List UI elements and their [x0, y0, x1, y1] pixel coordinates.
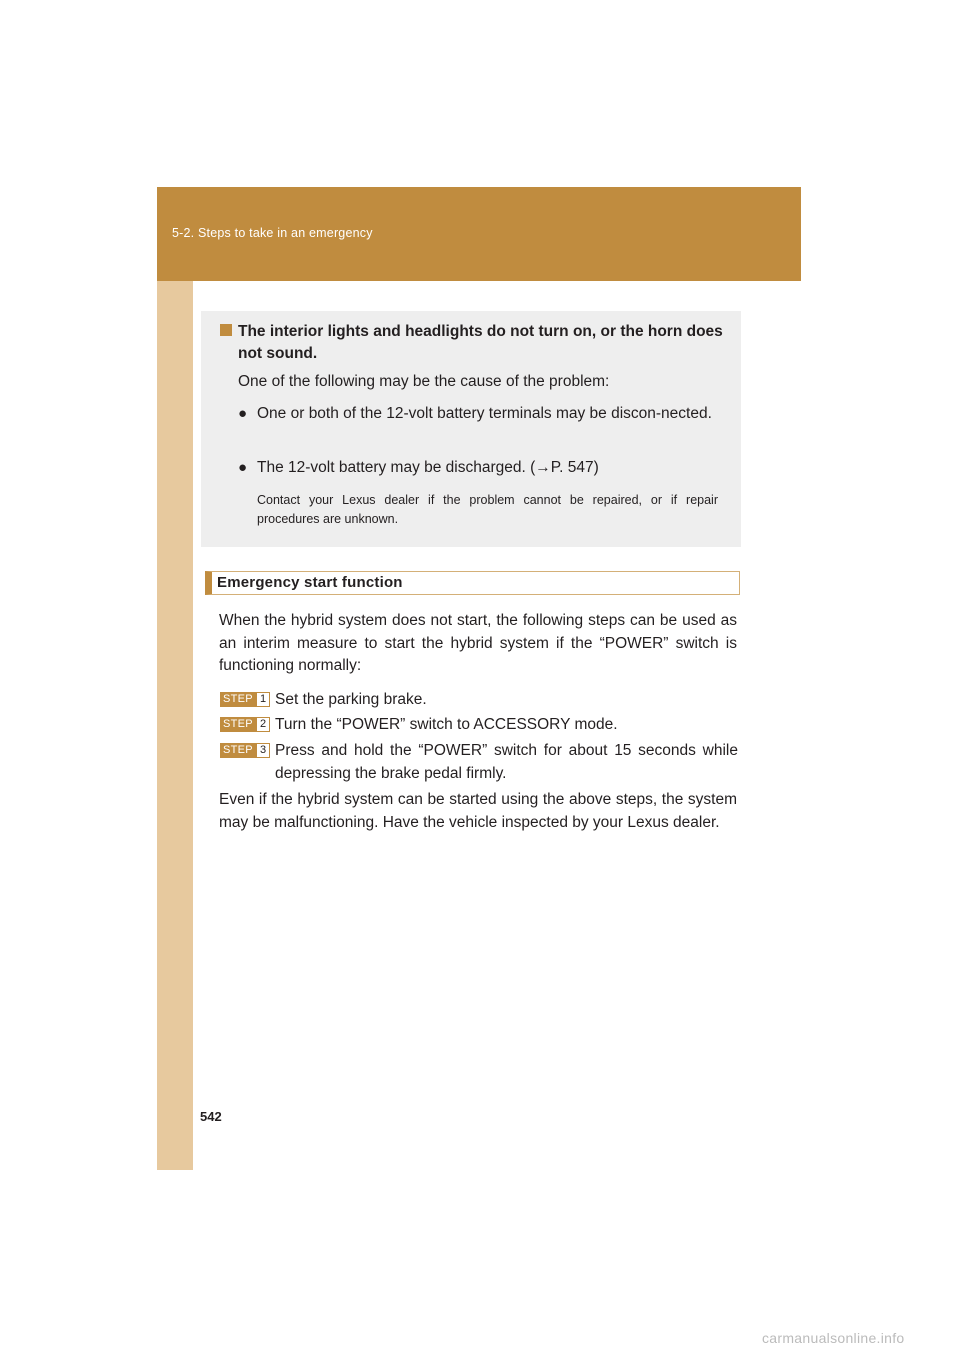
side-strip [157, 281, 193, 1170]
watermark-text: carmanualsonline.info [762, 1330, 905, 1346]
step-badge-number: 3 [256, 743, 270, 758]
bullet-item [238, 403, 718, 425]
bullet-text: The 12-volt battery may be discharged. (→P. 547) [257, 459, 599, 476]
info-box-note: Contact your Lexus dealer if the problem cannot be repaired, or if repair procedures are unknown. [257, 493, 718, 526]
step-item [220, 689, 738, 712]
step-badge-number: 2 [256, 717, 270, 732]
bullet-text: One or both of the 12-volt battery terminals may be discon-nected. [257, 405, 712, 422]
info-box-heading [220, 321, 725, 365]
step-badge-word: STEP [220, 743, 256, 758]
step-text: Set the parking brake. [275, 691, 427, 708]
bullet-item [238, 457, 718, 479]
info-box-heading-line1: The interior lights and headlights do not turn on, or the horn does [238, 323, 723, 340]
step-badge-word: STEP [220, 692, 256, 707]
round-bullet-icon: ● [238, 405, 248, 422]
section-intro-paragraph: When the hybrid system does not start, the following steps can be used as an interim measure to start the hybrid system if the “POWER” switch is functioning normally: [219, 612, 737, 674]
round-bullet-icon: ● [238, 459, 248, 476]
step-badge [220, 743, 270, 758]
closing-paragraph: Even if the hybrid system can be started using the above steps, the system may be malfunctioning. Have the vehicle inspected by your Lexus dealer. [219, 791, 737, 831]
step-badge [220, 717, 270, 732]
info-box-heading-line2: not sound. [238, 345, 318, 362]
step-badge-number: 1 [256, 692, 270, 707]
step-text: Turn the “POWER” switch to ACCESSORY mode. [275, 716, 618, 733]
step-badge [220, 692, 270, 707]
chapter-section-label: 5-2. Steps to take in an emergency [172, 226, 373, 240]
step-item [220, 740, 738, 785]
step-item [220, 714, 738, 737]
step-badge-word: STEP [220, 717, 256, 732]
square-bullet-icon [220, 324, 232, 336]
info-box-intro: One of the following may be the cause of the problem: [238, 373, 610, 390]
step-text: Press and hold the “POWER” switch for about 15 seconds while depressing the brake pedal firmly. [275, 742, 738, 782]
section-title: Emergency start function [217, 574, 403, 591]
page-number: 542 [200, 1109, 222, 1124]
